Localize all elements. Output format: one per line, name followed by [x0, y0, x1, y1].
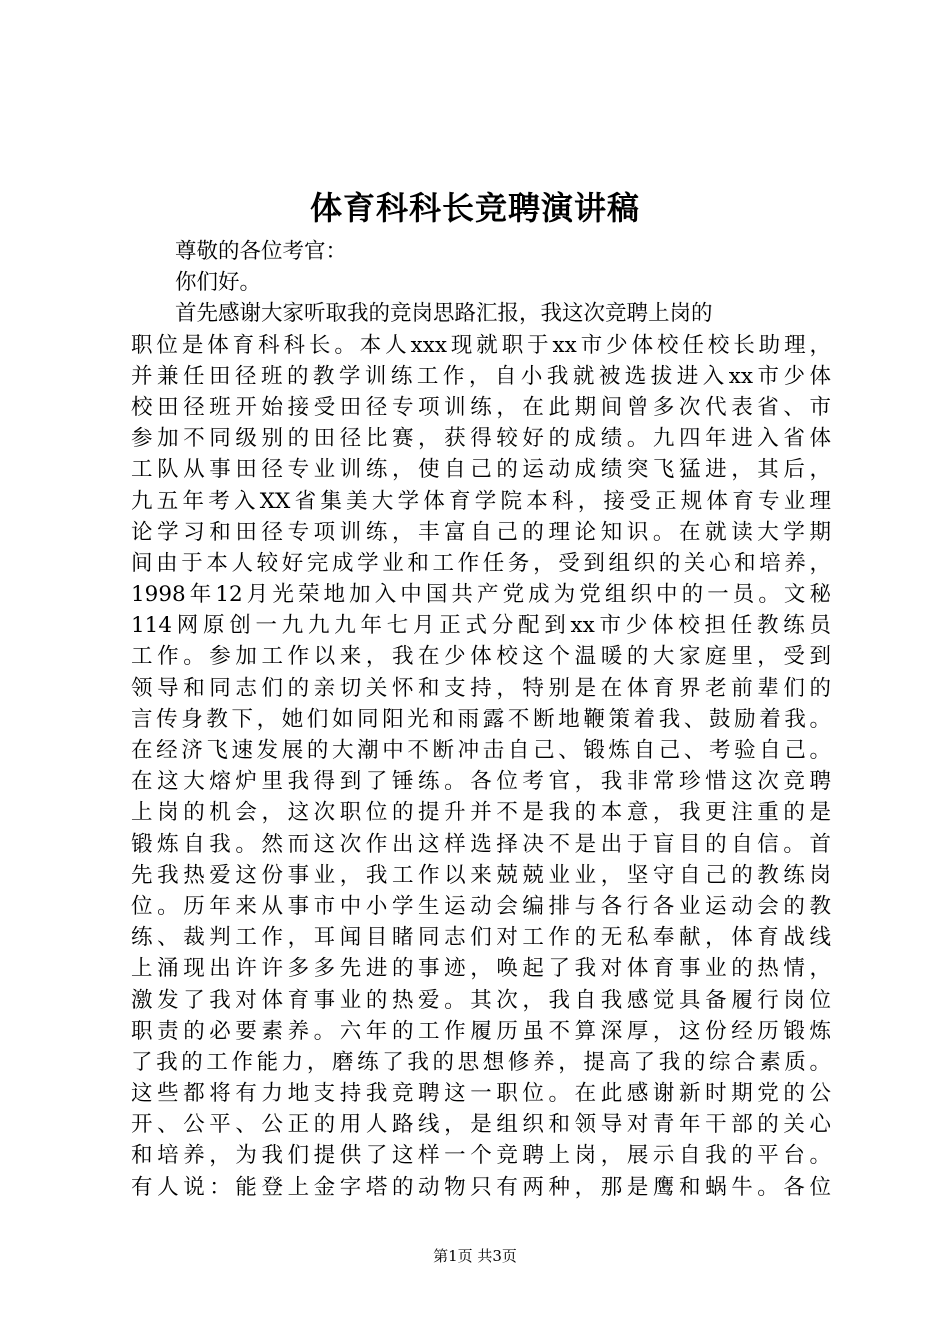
paragraph-line: 职责的必要素养。六年的工作履历虽不算深厚，这份经历锻炼: [131, 1018, 831, 1044]
paragraph-line: 先我热爱这份事业，我工作以来兢兢业业，坚守自己的教练岗: [131, 862, 831, 888]
paragraph-first-line: 首先感谢大家听取我的竞岗思路汇报，我这次竞聘上岗的: [175, 301, 713, 327]
greeting-line: 你们好。: [175, 270, 262, 296]
paragraph-line: 练、裁判工作，耳闻目睹同志们对工作的无私奉献，体育战线: [131, 925, 831, 951]
paragraph-line: 间由于本人较好完成学业和工作任务，受到组织的关心和培养，: [131, 550, 831, 576]
paragraph-line: 论学习和田径专项训练，丰富自己的理论知识。在就读大学期: [131, 519, 831, 545]
paragraph-line: 上岗的机会，这次职位的提升并不是我的本意，我更注重的是: [131, 800, 831, 826]
paragraph-line: 激发了我对体育事业的热爱。其次，我自我感觉具备履行岗位: [131, 987, 831, 1013]
paragraph-line: 114网原创一九九九年七月正式分配到xx市少体校担任教练员: [131, 613, 831, 639]
paragraph-line: 位。历年来从事市中小学生运动会编排与各行各业运动会的教: [131, 893, 831, 919]
document-title: 体育科科长竞聘演讲稿: [309, 189, 640, 227]
paragraph-line: 1998年12月光荣地加入中国共产党成为党组织中的一员。文秘: [131, 582, 831, 608]
paragraph-line: 在经济飞速发展的大潮中不断冲击自己、锻炼自己、考验自己。: [131, 738, 831, 763]
paragraph-line: 开、公平、公正的用人路线，是组织和领导对青年干部的关心: [131, 1112, 831, 1138]
paragraph-line: 有人说：能登上金字塔的动物只有两种，那是鹰和蜗牛。各位: [131, 1174, 831, 1200]
page-footer: 第1页 共3页: [433, 1247, 517, 1265]
paragraph-line: 九五年考入XX省集美大学体育学院本科，接受正规体育专业理: [131, 488, 831, 514]
paragraph-line: 工作。参加工作以来，我在少体校这个温暖的大家庭里，受到: [131, 644, 831, 670]
paragraph-line: 领导和同志们的亲切关怀和支持，特别是在体育界老前辈们的: [131, 675, 831, 701]
paragraph-line: 工队从事田径专业训练，使自己的运动成绩突飞猛进，其后，: [131, 457, 831, 483]
paragraph-line: 锻炼自我。然而这次作出这样选择决不是出于盲目的自信。首: [131, 831, 831, 857]
paragraph-line: 校田径班开始接受田径专项训练，在此期间曾多次代表省、市: [131, 394, 831, 420]
document-body: [131, 236, 831, 1203]
paragraph-line: 参加不同级别的田径比赛，获得较好的成绩。九四年进入省体: [131, 426, 831, 452]
paragraph-line: 这些都将有力地支持我竞聘这一职位。在此感谢新时期党的公: [131, 1081, 831, 1107]
paragraph-line: 上涌现出许许多多先进的事迹，唤起了我对体育事业的热情，: [131, 956, 831, 982]
salutation-line: 尊敬的各位考官：: [175, 239, 348, 264]
paragraph-line: 在这大熔炉里我得到了锤练。各位考官，我非常珍惜这次竞聘: [131, 769, 831, 795]
paragraph-line: 了我的工作能力，磨练了我的思想修养，提高了我的综合素质。: [131, 1049, 831, 1075]
paragraph-line: 和培养，为我们提供了这样一个竞聘上岗，展示自我的平台。: [131, 1143, 831, 1169]
paragraph-line: 职位是体育科科长。本人xxx现就职于xx市少体校任校长助理，: [131, 332, 831, 358]
paragraph-line: 言传身教下，她们如同阳光和雨露不断地鞭策着我、鼓励着我。: [131, 706, 831, 732]
paragraph-line: 并兼任田径班的教学训练工作，自小我就被选拔进入xx市少体: [131, 363, 831, 389]
